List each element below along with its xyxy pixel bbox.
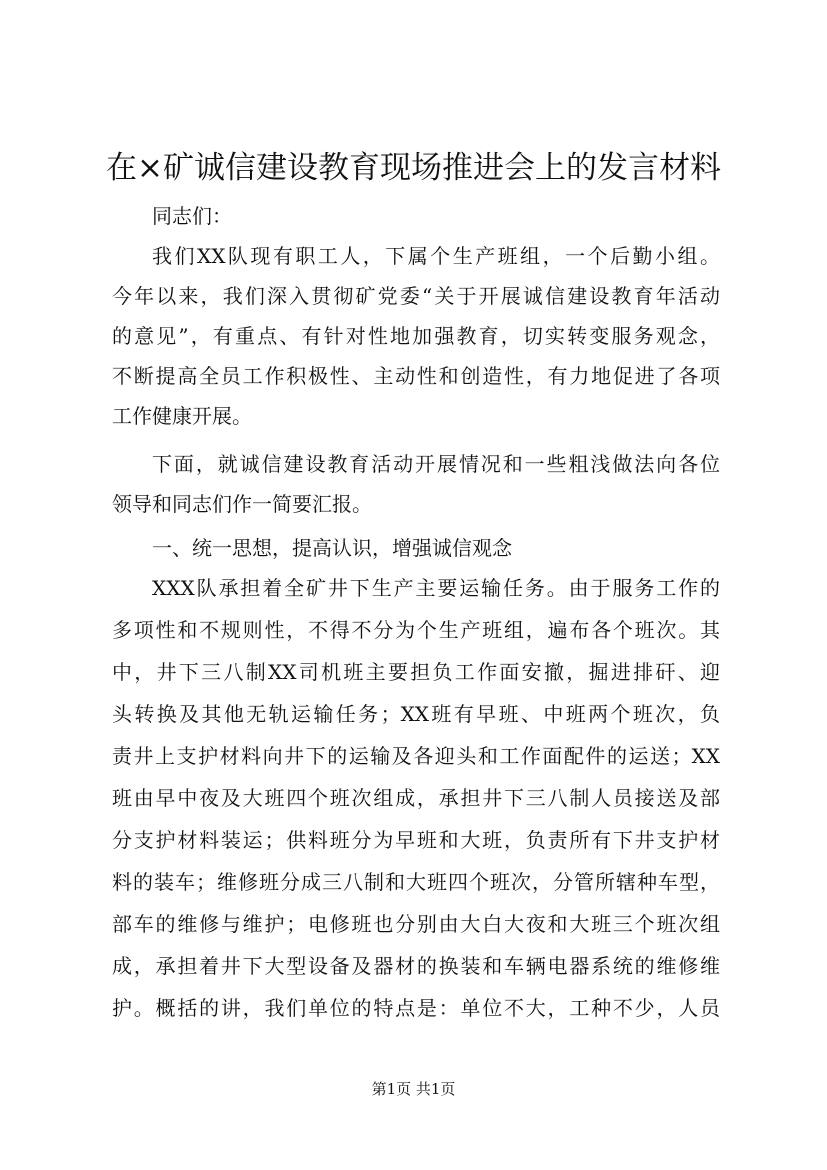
text-line <box>0 652 827 692</box>
document-title: 在×矿诚信建设教育现场推进会上的发言材料 <box>106 150 721 186</box>
text-line <box>0 196 827 236</box>
section-heading: 一、统一思想，提高认识，增强诚信观念 <box>152 536 512 560</box>
paragraph-line: 班由早中夜及大班四个班次组成，承担井下三八制人员接送及部 <box>112 786 720 810</box>
text-line <box>0 356 827 396</box>
paragraph-line: 护。概括的讲，我们单位的特点是：单位不大，工种不少，人员 <box>112 996 720 1020</box>
paragraph-line: 的意见”，有重点、有针对性地加强教育，切实转变服务观念， <box>112 324 720 348</box>
paragraph-line: 部车的维修与维护；电修班也分别由大白大夜和大班三个班次组 <box>112 912 720 936</box>
text-line <box>0 276 827 316</box>
paragraph-line: 中，井下三八制XX司机班主要担负工作面安撤，掘进排矸、迎 <box>112 660 720 684</box>
text-line <box>0 610 827 650</box>
paragraph-line: 头转换及其他无轨运输任务；XX班有早班、中班两个班次，负 <box>112 702 720 726</box>
text-line <box>0 946 827 986</box>
text-line <box>0 444 827 484</box>
page-number-footer: 第1页 共1页 <box>371 1080 456 1098</box>
text-line <box>0 778 827 818</box>
text-line <box>0 568 827 608</box>
paragraph-line: 责井上支护材料向井下的运输及各迎头和工作面配件的运送；XX <box>112 744 720 768</box>
text-line <box>0 396 827 436</box>
paragraph-line: 不断提高全员工作积极性、主动性和创造性，有力地促进了各项 <box>112 364 720 388</box>
text-line <box>0 862 827 902</box>
text-line <box>0 484 827 524</box>
text-line <box>0 528 827 568</box>
paragraph-line: 我们XX队现有职工人，下属个生产班组，一个后勤小组。 <box>152 244 720 268</box>
paragraph-line: 成，承担着井下大型设备及器材的换装和车辆电器系统的维修维 <box>112 954 720 978</box>
paragraph-line: 多项性和不规则性，不得不分为个生产班组，遍布各个班次。其 <box>112 618 720 642</box>
paragraph-line: XXX队承担着全矿井下生产主要运输任务。由于服务工作的 <box>152 576 720 600</box>
text-line <box>0 736 827 776</box>
text-line <box>0 694 827 734</box>
text-line <box>0 820 827 860</box>
greeting: 同志们： <box>152 204 232 228</box>
paragraph-line: 分支护材料装运；供料班分为早班和大班，负责所有下井支护材 <box>112 828 720 852</box>
paragraph-line: 下面，就诚信建设教育活动开展情况和一些粗浅做法向各位 <box>152 452 720 476</box>
text-line <box>0 236 827 276</box>
paragraph-line: 料的装车；维修班分成三八制和大班四个班次，分管所辖种车型， <box>112 870 720 894</box>
text-line <box>0 988 827 1028</box>
paragraph-line: 领导和同志们作一简要汇报。 <box>112 492 372 516</box>
text-line <box>0 904 827 944</box>
text-line <box>0 316 827 356</box>
paragraph-line: 工作健康开展。 <box>112 404 252 428</box>
paragraph-line: 今年以来，我们深入贯彻矿党委“关于开展诚信建设教育年活动 <box>112 284 720 308</box>
